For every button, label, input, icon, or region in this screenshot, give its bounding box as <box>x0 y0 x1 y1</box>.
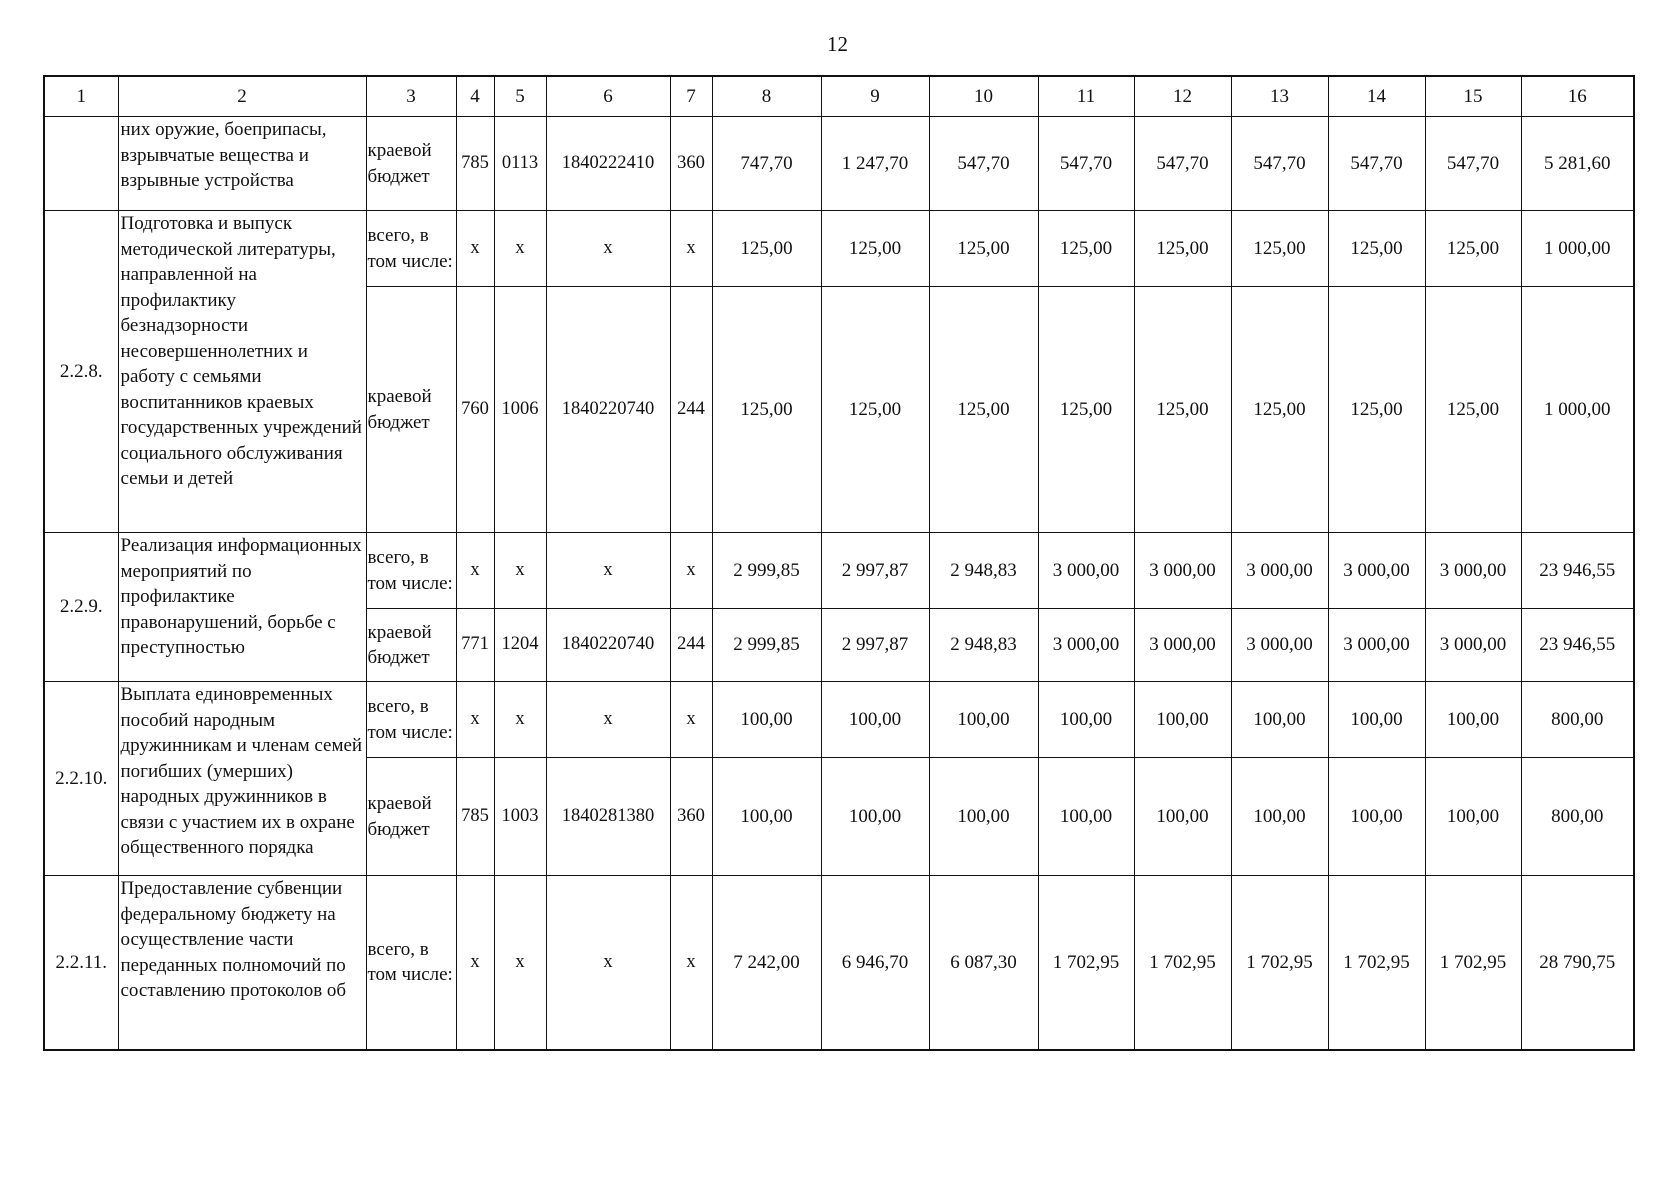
value-cell: 125,00 <box>1425 287 1521 533</box>
value-cell: 2 948,83 <box>929 609 1038 682</box>
total-cell: 1 000,00 <box>1521 287 1634 533</box>
header-cell: 11 <box>1038 76 1134 117</box>
measure-name: них оружие, боеприпасы, взрывчатые вещества и взрывные устройства <box>118 117 366 211</box>
funding-source: краевой бюджет <box>366 758 456 876</box>
code-cell: 360 <box>670 117 712 211</box>
value-cell: 125,00 <box>1231 211 1328 287</box>
total-cell: 800,00 <box>1521 758 1634 876</box>
funding-source: всего, в том числе: <box>366 533 456 609</box>
value-cell: 100,00 <box>1038 682 1134 758</box>
value-cell: 100,00 <box>1328 682 1425 758</box>
value-cell: 1 702,95 <box>1134 876 1231 1050</box>
code-cell: x <box>494 876 546 1050</box>
code-cell: x <box>670 533 712 609</box>
row-number: 2.2.10. <box>44 682 118 876</box>
value-cell: 3 000,00 <box>1328 609 1425 682</box>
funding-source: краевой бюджет <box>366 287 456 533</box>
header-cell: 6 <box>546 76 670 117</box>
code-cell: x <box>456 211 494 287</box>
value-cell: 125,00 <box>821 211 929 287</box>
code-cell: x <box>670 211 712 287</box>
value-cell: 6 946,70 <box>821 876 929 1050</box>
value-cell: 547,70 <box>1425 117 1521 211</box>
value-cell: 6 087,30 <box>929 876 1038 1050</box>
code-cell: 1840220740 <box>546 287 670 533</box>
value-cell: 1 702,95 <box>1231 876 1328 1050</box>
value-cell: 100,00 <box>1425 682 1521 758</box>
code-cell: 771 <box>456 609 494 682</box>
total-cell: 5 281,60 <box>1521 117 1634 211</box>
value-cell: 3 000,00 <box>1328 533 1425 609</box>
code-cell: 244 <box>670 609 712 682</box>
total-cell: 800,00 <box>1521 682 1634 758</box>
header-cell: 8 <box>712 76 821 117</box>
header-cell: 12 <box>1134 76 1231 117</box>
code-cell: x <box>670 682 712 758</box>
value-cell: 125,00 <box>1038 287 1134 533</box>
code-cell: x <box>546 533 670 609</box>
value-cell: 1 702,95 <box>1038 876 1134 1050</box>
funding-source: всего, в том числе: <box>366 682 456 758</box>
code-cell: x <box>456 682 494 758</box>
row-number: 2.2.11. <box>44 876 118 1050</box>
total-cell: 23 946,55 <box>1521 533 1634 609</box>
page-number: 12 <box>827 32 848 56</box>
measure-name: Подготовка и выпуск методической литературы, направленной на профилактику безнадзорности несовершеннолетних и работу с семьями воспитанников краевых государственных учреждений социального обслуживания семьи и детей <box>118 211 366 533</box>
header-cell: 1 <box>44 76 118 117</box>
value-cell: 100,00 <box>712 682 821 758</box>
header-cell: 7 <box>670 76 712 117</box>
row-number <box>44 117 118 211</box>
code-cell: x <box>546 211 670 287</box>
value-cell: 7 242,00 <box>712 876 821 1050</box>
code-cell: 360 <box>670 758 712 876</box>
value-cell: 100,00 <box>1328 758 1425 876</box>
value-cell: 3 000,00 <box>1038 533 1134 609</box>
value-cell: 100,00 <box>1038 758 1134 876</box>
value-cell: 125,00 <box>1038 211 1134 287</box>
table-row <box>44 682 1634 758</box>
value-cell: 1 702,95 <box>1425 876 1521 1050</box>
header-cell: 13 <box>1231 76 1328 117</box>
code-cell: 1204 <box>494 609 546 682</box>
value-cell: 125,00 <box>1134 211 1231 287</box>
code-cell: 0113 <box>494 117 546 211</box>
code-cell: 1003 <box>494 758 546 876</box>
value-cell: 2 999,85 <box>712 533 821 609</box>
value-cell: 3 000,00 <box>1231 533 1328 609</box>
header-cell: 4 <box>456 76 494 117</box>
row-number: 2.2.8. <box>44 211 118 533</box>
funding-source: краевой бюджет <box>366 117 456 211</box>
value-cell: 125,00 <box>1328 287 1425 533</box>
code-cell: 244 <box>670 287 712 533</box>
value-cell: 1 702,95 <box>1328 876 1425 1050</box>
table-row <box>44 211 1634 287</box>
budget-table <box>43 75 1635 1051</box>
total-cell: 1 000,00 <box>1521 211 1634 287</box>
value-cell: 100,00 <box>821 682 929 758</box>
header-row <box>44 76 1634 117</box>
header-cell: 16 <box>1521 76 1634 117</box>
code-cell: x <box>670 876 712 1050</box>
value-cell: 125,00 <box>1231 287 1328 533</box>
code-cell: x <box>546 682 670 758</box>
code-cell: x <box>494 682 546 758</box>
value-cell: 547,70 <box>1328 117 1425 211</box>
code-cell: x <box>494 211 546 287</box>
value-cell: 3 000,00 <box>1134 609 1231 682</box>
measure-name: Реализация информационных мероприятий по профилактике правонарушений, борьбе с преступностью <box>118 533 366 682</box>
value-cell: 2 948,83 <box>929 533 1038 609</box>
code-cell: 1840281380 <box>546 758 670 876</box>
value-cell: 3 000,00 <box>1231 609 1328 682</box>
value-cell: 125,00 <box>712 211 821 287</box>
value-cell: 1 247,70 <box>821 117 929 211</box>
value-cell: 100,00 <box>1231 758 1328 876</box>
table-row <box>44 533 1634 609</box>
code-cell: x <box>456 876 494 1050</box>
value-cell: 100,00 <box>1425 758 1521 876</box>
value-cell: 125,00 <box>1425 211 1521 287</box>
header-cell: 2 <box>118 76 366 117</box>
total-cell: 28 790,75 <box>1521 876 1634 1050</box>
table-row <box>44 876 1634 1050</box>
value-cell: 2 997,87 <box>821 533 929 609</box>
value-cell: 125,00 <box>1134 287 1231 533</box>
value-cell: 100,00 <box>712 758 821 876</box>
value-cell: 547,70 <box>929 117 1038 211</box>
measure-name: Выплата единовременных пособий народным дружинникам и членам семей погибших (умерших) народных дружинников в связи с участием их в охране общественного порядка <box>118 682 366 876</box>
value-cell: 547,70 <box>1231 117 1328 211</box>
code-cell: 1006 <box>494 287 546 533</box>
value-cell: 125,00 <box>1328 211 1425 287</box>
value-cell: 100,00 <box>1134 758 1231 876</box>
header-cell: 15 <box>1425 76 1521 117</box>
code-cell: 785 <box>456 117 494 211</box>
table-body <box>44 76 1634 1050</box>
value-cell: 3 000,00 <box>1038 609 1134 682</box>
value-cell: 125,00 <box>821 287 929 533</box>
value-cell: 125,00 <box>929 287 1038 533</box>
code-cell: x <box>456 533 494 609</box>
measure-name: Предоставление субвенции федеральному бюджету на осуществление части переданных полномочий по составлению протоколов об <box>118 876 366 1050</box>
total-cell: 23 946,55 <box>1521 609 1634 682</box>
code-cell: 760 <box>456 287 494 533</box>
value-cell: 100,00 <box>821 758 929 876</box>
value-cell: 3 000,00 <box>1134 533 1231 609</box>
value-cell: 100,00 <box>929 682 1038 758</box>
header-cell: 10 <box>929 76 1038 117</box>
code-cell: x <box>546 876 670 1050</box>
table-row <box>44 117 1634 211</box>
value-cell: 3 000,00 <box>1425 533 1521 609</box>
value-cell: 2 999,85 <box>712 609 821 682</box>
value-cell: 547,70 <box>1134 117 1231 211</box>
value-cell: 747,70 <box>712 117 821 211</box>
header-cell: 3 <box>366 76 456 117</box>
value-cell: 2 997,87 <box>821 609 929 682</box>
funding-source: всего, в том числе: <box>366 876 456 1050</box>
funding-source: всего, в том числе: <box>366 211 456 287</box>
value-cell: 3 000,00 <box>1425 609 1521 682</box>
code-cell: 785 <box>456 758 494 876</box>
header-cell: 14 <box>1328 76 1425 117</box>
row-number: 2.2.9. <box>44 533 118 682</box>
header-cell: 5 <box>494 76 546 117</box>
value-cell: 125,00 <box>929 211 1038 287</box>
value-cell: 100,00 <box>929 758 1038 876</box>
value-cell: 125,00 <box>712 287 821 533</box>
code-cell: 1840222410 <box>546 117 670 211</box>
code-cell: x <box>494 533 546 609</box>
value-cell: 547,70 <box>1038 117 1134 211</box>
funding-source: краевой бюджет <box>366 609 456 682</box>
header-cell: 9 <box>821 76 929 117</box>
code-cell: 1840220740 <box>546 609 670 682</box>
value-cell: 100,00 <box>1134 682 1231 758</box>
value-cell: 100,00 <box>1231 682 1328 758</box>
